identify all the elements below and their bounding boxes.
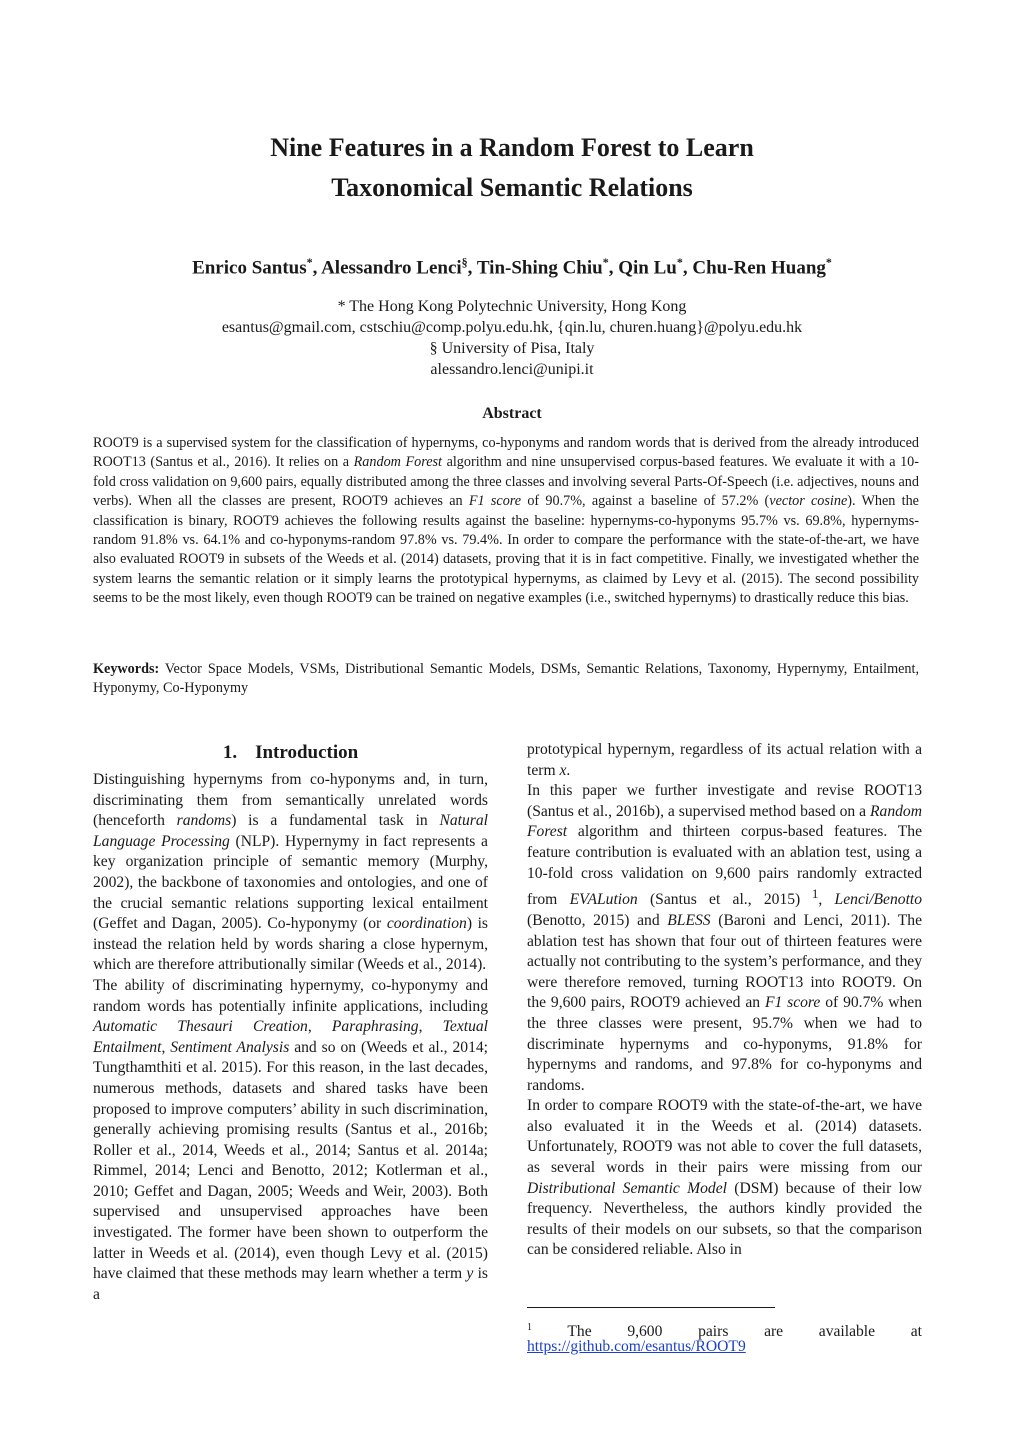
italic-text: coordination	[386, 915, 467, 933]
text: ,	[161, 1038, 171, 1056]
text: (DSM) because of their low frequency. Nevertheless, the authors kindly provided the results of their models on our subsets, so that the comparison can be considered reliable. Also in	[527, 1179, 922, 1259]
text: The ability of discriminating hypernymy, co-hyponymy and random words has potentially infinite applications, including	[93, 976, 488, 1015]
abstract-text: ). When the classification is binary, ROOT9 achieves the following results against the baseline: hypernyms-co-hyponyms 95.7% vs. 69.8%, hypernyms-random 91.8% vs. 64.1% and co-hyponyms-random 97.8% vs. 79.4%. In order to compare the performance with the state-of-the-art, we have also evaluated ROOT9 in subsets of the Weeds et al. (2014) datasets, proving that it is in fact competitive. Finally, we investigated whether the system learns the semantic relation or it simply learns the prototypical hypernyms, as claimed by Levy et al. (2015). The second possibility seems to be the most likely, even though ROOT9 can be trained on negative examples (i.e., switched hypernyms) to drastically reduce this bias.	[93, 493, 919, 607]
italic-text: Textual Entailment	[93, 1018, 488, 1056]
italic-text: Paraphrasing	[331, 1018, 419, 1036]
text: (Benotto, 2015) and	[527, 911, 668, 929]
italic-text: Natural Language Processing	[93, 812, 488, 850]
abstract-body	[93, 434, 919, 609]
section-title: Introduction	[255, 742, 359, 763]
keywords-label: Keywords:	[93, 661, 160, 677]
italic-text: Lenci/Benotto	[834, 891, 923, 909]
italic-text: x	[559, 761, 567, 779]
text: ) is a fundamental task in	[231, 812, 440, 830]
author-mark: *	[825, 255, 832, 269]
author-name: Enrico Santus	[192, 257, 307, 279]
text: (Baroni and Lenci, 2011). The ablation test has shown that four out of thirteen features were actually not contributing to the system’s performance, and they were therefore removed, turning ROOT13 into ROOT9. On the 9,600 pairs, ROOT9 achieved an	[527, 911, 922, 1012]
paragraph	[527, 740, 922, 781]
author-list: Enrico Santus*, Alessandro Lenci§, Tin-Shing Chiu*, Qin Lu*, Chu-Ren Huang*	[192, 255, 832, 279]
text: ,	[307, 1018, 332, 1036]
abstract-text: ROOT9 is a supervised system for the classification of hypernyms, co-hyponyms and random words that is derived from the already introduced ROOT13 (Santus et al., 2016). It relies on a	[93, 435, 919, 471]
abstract-text: algorithm and nine unsupervised corpus-based features. We evaluate it with a 10-fold cross validation on 9,600 pairs, equally distributed among the three classes and involving several Parts-Of-Speech (i.e. adjectives, nouns and verbs). When all the classes are present, ROOT9 achieves an	[93, 454, 919, 510]
text: (Santus et al., 2015)	[637, 891, 801, 909]
email-line: esantus@gmail.com, cstschiu@comp.polyu.edu.hk, {qin.lu, churen.huang}@polyu.edu.hk	[221, 319, 803, 336]
italic-text: y	[466, 1265, 474, 1283]
italic-text: Automatic Thesauri Creation	[93, 1018, 308, 1036]
text: ) is instead the relation held by words sharing a close hypernym, which are therefore attributionally similar (Weeds et al., 2014).	[93, 915, 488, 974]
email-line: alessandro.lenci@unipi.it	[430, 361, 594, 378]
keywords-text: Vector Space Models, VSMs, Distributional Semantic Models, DSMs, Semantic Relations, Taxonomy, Hypernymy, Entailment, Hyponymy, Co-Hyponymy	[93, 661, 919, 696]
footnote-ref: 1	[800, 886, 819, 902]
footnote-text: The 9,600 pairs are available at	[532, 1323, 922, 1341]
abstract-heading: Abstract	[482, 405, 542, 422]
section-number: 1.	[222, 742, 238, 763]
text: algorithm and thirteen corpus-based features. The feature contribution is evaluated with an ablation test, using a 10-fold cross validation on 9,600 pairs randomly extracted from	[527, 823, 922, 909]
footnote-mark: 1	[527, 1322, 532, 1333]
text: ,	[418, 1018, 443, 1036]
text: and so on (Weeds et al., 2014; Tungthamthiti et al. 2015). For this reason, in the last decades, numerous methods, datasets and shared tasks have been proposed to improve computers’ ability in such discrimination, generally achieving promising results (Santus et al., 2016b; Roller et al., 2014, Weeds et al., 2014; Santus et al. 2014a; Rimmel, 2014; Lenci and Benotto, 2012; Kotlerman et al., 2010; Geffet and Dagan, 2005; Weeds and Weir, 2003). Both supervised and unsupervised approaches have been investigated. The former have been shown to outperform the latter in Weeds et al. (2014), even though Levy et al. (2015) have claimed that these methods may learn whether a term	[93, 1038, 489, 1283]
text: of 90.7% when the three classes were present, 95.7% when we had to discriminate hypernyms and co-hyponyms, 91.8% for hypernyms and randoms, and 97.8% for co-hyponyms and randoms.	[527, 994, 922, 1094]
right-column	[527, 740, 922, 1261]
author-name: Tin-Shing Chiu	[476, 257, 603, 279]
section-heading	[93, 740, 488, 766]
paragraph	[527, 1096, 922, 1261]
italic-text: EVALution	[569, 891, 638, 909]
paper-title	[0, 128, 1024, 208]
affiliations	[0, 296, 1024, 380]
abstract-italic: Random Forest	[353, 454, 442, 471]
italic-text: Distributional Semantic Model	[527, 1179, 727, 1197]
footnote-divider	[527, 1307, 775, 1308]
paragraph	[93, 976, 488, 1306]
affiliation-line: § University of Pisa, Italy	[429, 340, 595, 357]
title-line-2: Taxonomical Semantic Relations	[331, 173, 693, 202]
author-mark: §	[461, 255, 468, 269]
author-mark: *	[602, 255, 609, 269]
italic-text: Sentiment Analysis	[170, 1038, 290, 1056]
text: In this paper we further investigate and revise ROOT13 (Santus et al., 2016b), a supervised method based on a	[527, 782, 922, 820]
italic-text: randoms	[176, 812, 232, 830]
author-mark: *	[306, 255, 313, 269]
github-link[interactable]: https://github.com/esantus/ROOT9	[527, 1338, 746, 1355]
text: .	[566, 761, 571, 779]
author-mark: *	[676, 255, 683, 269]
paragraph	[93, 770, 488, 976]
title-line-1: Nine Features in a Random Forest to Learn	[270, 133, 754, 162]
text: In order to compare ROOT9 with the state-of-the-art, we have also evaluated it in the Weeds et al. (2014) datasets. Unfortunately, ROOT9 was not able to cover the full datasets, as several words in their pairs were missing from our	[527, 1097, 922, 1177]
italic-text: Random Forest	[527, 802, 922, 841]
text: Distinguishing hypernyms from co-hyponyms and, in turn, discriminating them from semantically unrelated words (henceforth	[93, 771, 488, 830]
abstract-italic: vector cosine	[769, 493, 848, 510]
text: is a	[93, 1265, 488, 1303]
author-name: Qin Lu	[618, 257, 677, 279]
abstract-text: of 90.7%, against a baseline of 57.2% (	[521, 493, 770, 510]
keywords	[93, 660, 919, 698]
author-name: Chu-Ren Huang	[692, 257, 826, 279]
author-name: Alessandro Lenci	[321, 257, 462, 279]
paragraph	[527, 781, 922, 1096]
abstract-italic: F1 score	[468, 493, 522, 510]
text: (NLP). Hypernymy in fact represents a key organization principle of semantic memory (Murphy, 2002), the backbone of taxonomies and ontologies, and one of the crucial semantic relations supporting lexical entailment (Geffet and Dagan, 2005). Co-hyponymy (or	[93, 832, 488, 933]
text: ,	[818, 891, 835, 909]
left-column	[93, 740, 488, 1305]
italic-text: BLESS	[667, 911, 711, 929]
italic-text: F1 score	[764, 994, 821, 1012]
text: prototypical hypernym, regardless of its actual relation with a term	[527, 741, 922, 779]
affiliation-line: * The Hong Kong Polytechnic University, Hong Kong	[337, 298, 687, 315]
